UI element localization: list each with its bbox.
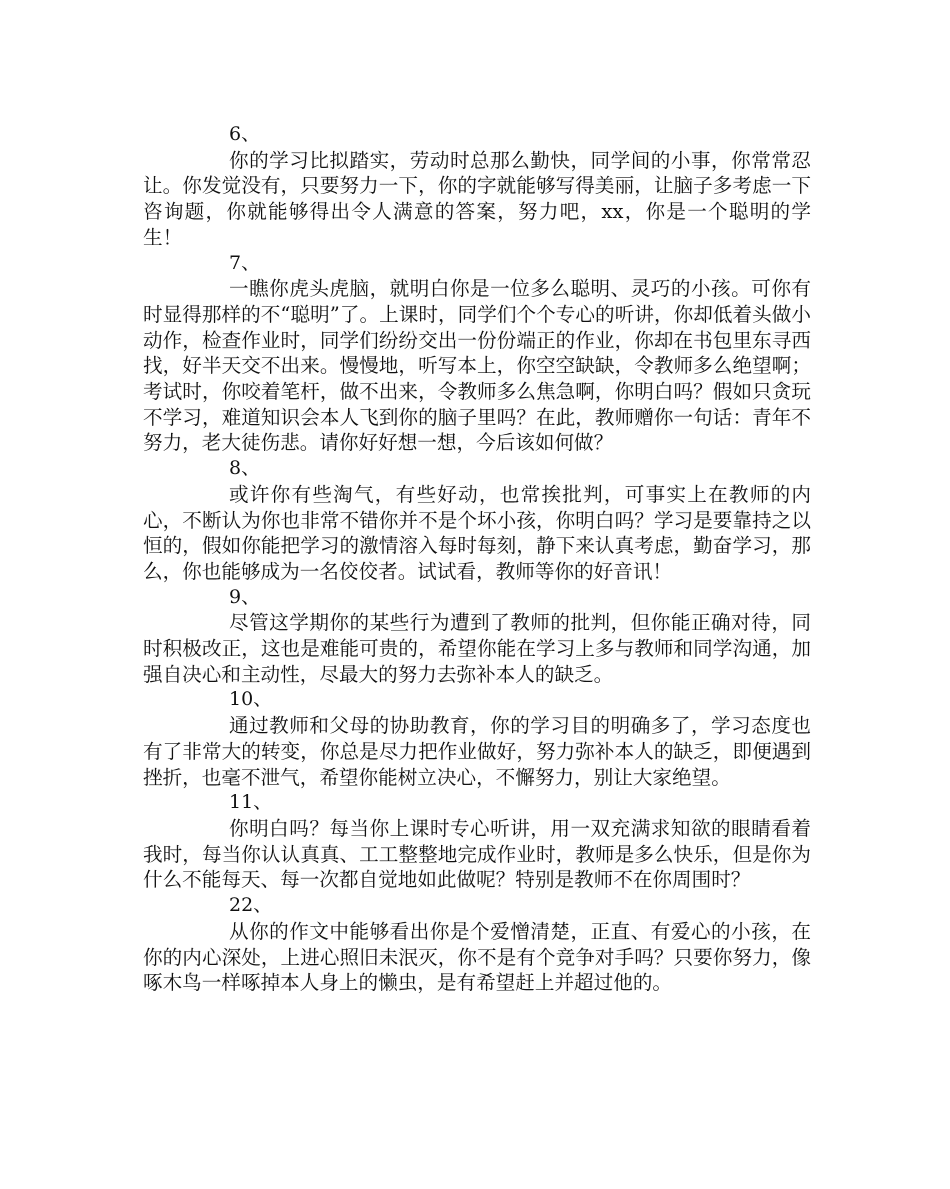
comment-entry — [143, 122, 811, 251]
entry-text: 尽管这学期你的某些行为遭到了教师的批判，但你能正确对待，同时积极改正，这也是难能可贵的，希望你能在学习上多与教师和同学沟通，加强自决心和主动性，尽最大的努力去弥补本人的缺乏。 — [143, 611, 811, 686]
comment-entry — [143, 585, 811, 688]
entry-number: 7、 — [229, 251, 261, 274]
comment-entry — [143, 456, 811, 585]
comments-list — [143, 122, 811, 996]
entry-text: 一瞧你虎头虎脑，就明白你是一位多么聪明、灵巧的小孩。可你有时显得那样的不“聪明”了。上课时，同学们个个专心的听讲，你却低着头做小动作，检查作业时，同学们纷纷交出一份份端正的作业，你却在书包里东寻西找，好半天交不出来。慢慢地，听写本上，你空空缺缺，令教师多么绝望啊；考试时，你咬着笔杆，做不出来，令教师多么焦急啊，你明白吗？假如只贪玩不学习，难道知识会本人飞到你的脑子里吗？在此，教师赠你一句话：青年不努力，老大徒伤悲。请你好好想一想，今后该如何做？ — [143, 277, 811, 455]
comment-entry — [143, 790, 811, 893]
entry-number: 10、 — [229, 688, 273, 711]
entry-text: 你明白吗？每当你上课时专心听讲，用一双充满求知欲的眼睛看着我时，每当你认认真真、工工整整地完成作业时，教师是多么快乐，但是你为什么不能每天、每一次都自觉地如此做呢？特别是教师不在你周围时？ — [143, 816, 811, 892]
comment-entry — [143, 251, 811, 457]
comment-entry — [143, 893, 811, 996]
entry-text: 通过教师和父母的协助教育，你的学习目的明确多了，学习态度也有了非常大的转变，你总是尽力把作业做好，努力弥补本人的缺乏，即便遇到挫折，也毫不泄气，希望你能树立决心，不懈努力，别让大家绝望。 — [143, 714, 811, 789]
entry-text: 你的学习比拟踏实，劳动时总那么勤快，同学间的小事，你常常忍让。你发觉没有，只要努力一下，你的字就能够写得美丽，让脑子多考虑一下咨询题，你就能够得出令人满意的答案，努力吧，xx，你是一个聪明的学生！ — [143, 148, 811, 249]
entry-number: 6、 — [229, 123, 261, 145]
comment-entry — [143, 687, 811, 790]
entry-text: 从你的作文中能够看出你是个爱憎清楚，正直、有爱心的小孩，在你的内心深处，上进心照旧未泯灭，你不是有个竞争对手吗？只要你努力，像啄木鸟一样啄掉本人身上的懒虫，是有希望赶上并超过他的。 — [143, 919, 811, 995]
entry-number: 8、 — [229, 457, 261, 480]
entry-number: 11、 — [229, 791, 273, 814]
entry-text: 或许你有些淘气，有些好动，也常挨批判，可事实上在教师的内心，不断认为你也非常不错你并不是个坏小孩，你明白吗？学习是要靠持之以恒的，假如你能把学习的激情溶入每时每刻，静下来认真考虑，勤奋学习，那么，你也能够成为一名佼佼者。试试看，教师等你的好音讯！ — [143, 482, 811, 583]
entry-number: 22、 — [229, 894, 273, 917]
entry-number: 9、 — [229, 585, 261, 608]
